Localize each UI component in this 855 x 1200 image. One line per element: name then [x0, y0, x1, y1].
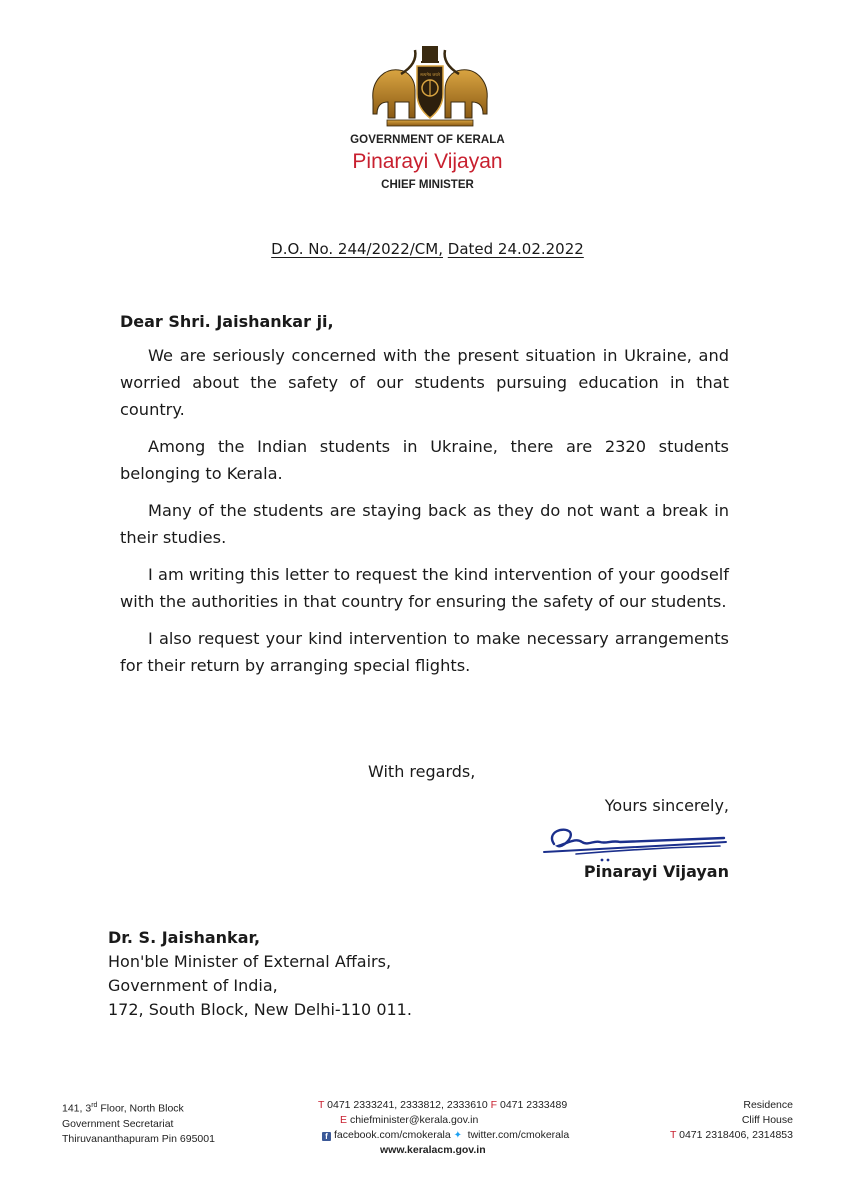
footer-residence [670, 1098, 793, 1143]
body-paragraph: We are seriously concerned with the present situation in Ukraine, and worried about the safety of our students pursuing education in that country. [120, 346, 729, 419]
facebook-link[interactable]: facebook.com/cmokerala [334, 1129, 451, 1141]
signer-name: Pinarayi Vijayan [583, 862, 729, 881]
phone-label: T [318, 1099, 325, 1111]
addressee-name: Dr. S. Jaishankar, [108, 928, 261, 947]
kerala-state-emblem-icon [365, 40, 495, 132]
twitter-icon: ✦ [453, 1130, 463, 1141]
addressee-line: Government of India, [108, 976, 278, 995]
fax-label: F [490, 1099, 498, 1111]
closing-yours: Yours sincerely, [604, 796, 729, 815]
footer-address-line: Thiruvananthapuram Pin 695001 [62, 1132, 215, 1145]
addressee-line: Hon'ble Minister of External Affairs, [108, 952, 392, 971]
facebook-icon: f [322, 1132, 331, 1141]
addressee-block [108, 926, 412, 1022]
twitter-link[interactable]: twitter.com/cmokerala [467, 1129, 570, 1141]
do-number: D.O. No. 244/2022/CM, [271, 240, 443, 258]
residence-label: Residence [743, 1099, 793, 1111]
footer-address-sup: rd [91, 1102, 98, 1109]
email-label: E [340, 1114, 348, 1126]
footer-contact [318, 1098, 569, 1158]
residence-phone: 0471 2318406, 2314853 [679, 1129, 793, 1141]
salutation: Dear Shri. Jaishankar ji, [120, 312, 334, 331]
footer-office-address [62, 1098, 215, 1147]
fax-number: 0471 2333489 [500, 1099, 568, 1111]
do-date: Dated 24.02.2022 [447, 240, 584, 258]
body-paragraph: I am writing this letter to request the kind intervention of your goodself with the authorities in that country for ensuring the safety of our students. [120, 565, 729, 611]
footer-address-line: Floor, North Block [97, 1102, 184, 1115]
body-paragraph: I also request your kind intervention to make necessary arrangements for their return by arranging special flights. [120, 629, 729, 675]
addressee-line: 172, South Block, New Delhi-110 011. [108, 1000, 412, 1019]
signature-icon [540, 818, 730, 864]
residence-phone-label: T [669, 1129, 677, 1141]
body-paragraph: Among the Indian students in Ukraine, there are 2320 students belonging to Kerala. [120, 437, 729, 483]
letterhead-title: CHIEF MINISTER [381, 179, 474, 191]
phone-numbers: 0471 2333241, 2333812, 2333610 [327, 1099, 488, 1111]
footer-address-line: 141, 3 [62, 1102, 92, 1115]
letter-body [120, 342, 729, 689]
letterhead-organization: GOVERNMENT OF KERALA [350, 134, 505, 146]
closing-regards: With regards, [368, 762, 476, 781]
residence-name: Cliff House [741, 1114, 793, 1126]
letterhead-footer [0, 1098, 855, 1168]
website-link[interactable]: www.keralacm.gov.in [380, 1144, 486, 1156]
body-paragraph: Many of the students are staying back as they do not want a break in their studies. [120, 501, 729, 547]
reference-line [0, 240, 855, 258]
svg-text:सत्यमेव जयते: सत्यमेव जयते [420, 72, 440, 77]
letterhead-name: Pinarayi Vijayan [352, 150, 503, 173]
email-link[interactable]: chiefminister@kerala.gov.in [349, 1114, 479, 1126]
footer-address-line: Government Secretariat [62, 1117, 174, 1130]
